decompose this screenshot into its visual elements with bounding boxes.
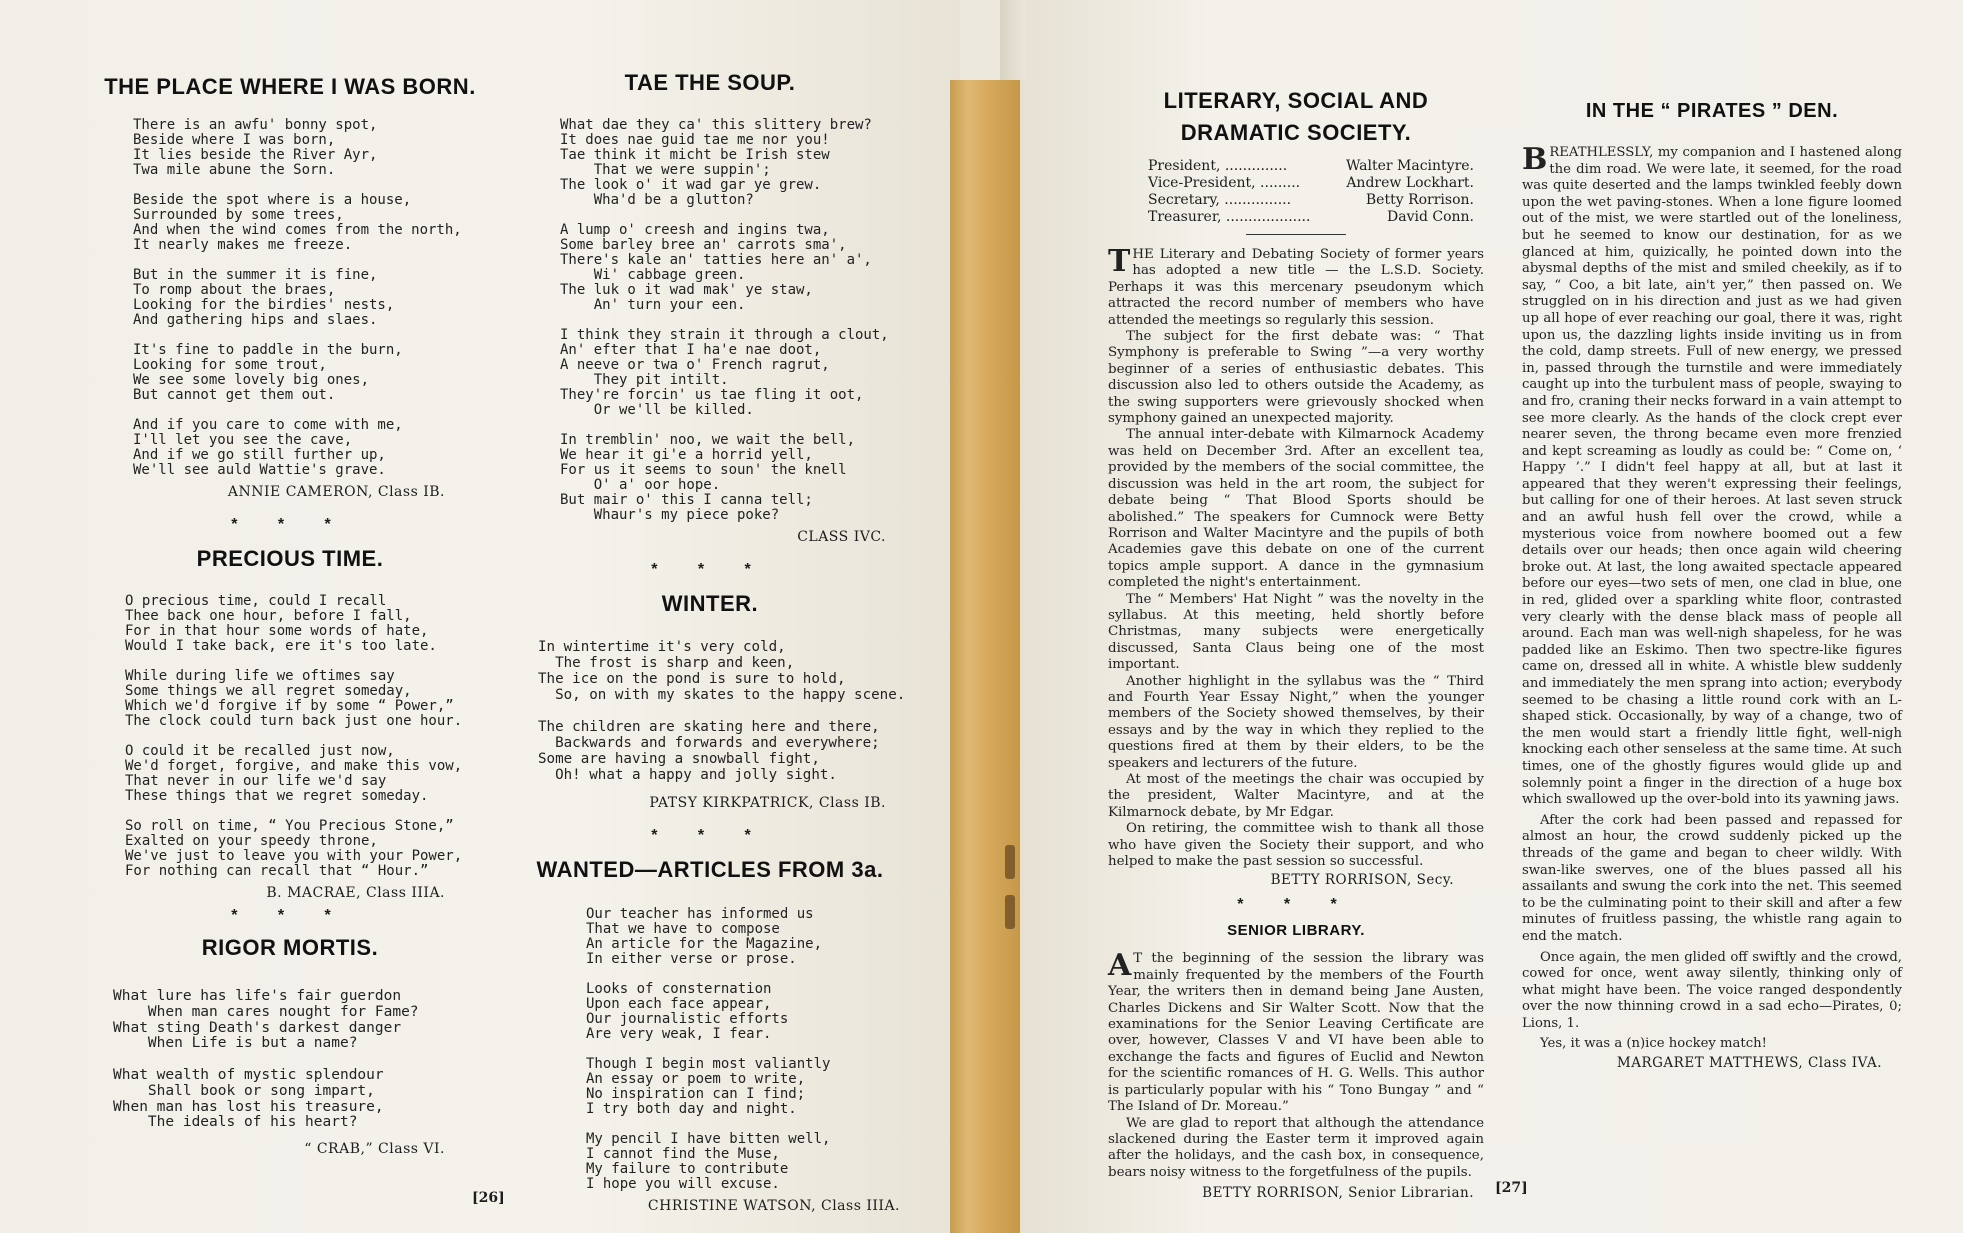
officer-row: Treasurer, ................... David Conn. <box>1148 209 1474 225</box>
poem-author: CHRISTINE WATSON, Class IIIA. <box>647 1198 900 1214</box>
right-column-2 <box>1522 100 1902 1071</box>
staple <box>1005 845 1015 879</box>
spine-gap <box>1000 0 1026 80</box>
officers-list <box>1148 158 1474 226</box>
right-column-1 <box>1108 88 1484 1201</box>
poem-title: TAE THE SOUP. <box>624 70 796 95</box>
section-separator: * * * <box>231 516 349 533</box>
poem-author: ANNIE CAMERON, Class IB. <box>227 484 445 500</box>
poem-title: PRECIOUS TIME. <box>196 546 384 571</box>
drop-cap: A <box>1108 948 1132 984</box>
paragraph: The subject for the first debate was: “ That Symphony is preferable to Swing ”—a very worthy beginner of a series of enthusiastic debates. This discussion also led to others outside the Academy, as the swing supporters were grievously shocked when symphony gained an unexpected majority. <box>1108 329 1484 427</box>
pirates-article <box>1522 142 1902 1053</box>
poem-author: B. MACRAE, Class IIIA. <box>266 885 445 901</box>
paragraph: On retiring, the committee wish to thank all those who have given the Society their support, and who helped to make the past session so successful. <box>1108 821 1484 870</box>
paragraph: Once again, the men glided off swiftly and the crowd, cowed for once, went away silently, thinking only of what might have been. The voice ranged despondently over the now thinning crowd in a sad echo—Pirates, 0; Lions, 1. <box>1522 949 1902 1031</box>
article-author: BETTY RORRISON, Secy. <box>1270 872 1454 889</box>
officer-row: Secretary, ............... Betty Rorrison. <box>1148 192 1474 208</box>
library-article <box>1108 948 1484 1181</box>
page-number: [26] <box>472 1190 505 1206</box>
poem-title: WINTER. <box>661 591 759 616</box>
divider <box>1246 234 1346 235</box>
poem-text: In wintertime it's very cold, The frost is sharp and keen, The ice on the pond is sure to hold, So, on with my skates to the happy scene. The children are skating here and there, Backwards and forwards and everywhere; Some are having a snowball fight, Oh! what a happy and jolly sight. <box>538 639 906 783</box>
section-separator: * * * <box>231 907 349 924</box>
section-separator: * * * <box>651 561 769 578</box>
poem-text: What lure has life's fair guerdon When man cares nought for Fame? What sting Death's darkest danger When Life is but a name? What wealth of mystic splendour Shall book or song impart, When man has lost his treasure, The ideals of his heart? <box>113 988 419 1131</box>
poem-author: CLASS IVC. <box>797 529 886 545</box>
paragraph: The annual inter-debate with Kilmarnock Academy was held on December 3rd. After an excellent tea, provided by the members of the social committee, the discussion was held in the art room, the subject for debate being “ That Blood Sports should be abolished.” The speakers for Cumnock were Betty Rorrison and Walter Macintyre and the pupils of both Academies gave this debate on one of the current topics ample support. A dance in the gymnasium completed the night's entertainment. <box>1108 427 1484 591</box>
poem-title: THE PLACE WHERE I WAS BORN. <box>104 74 476 99</box>
paragraph: The “ Members' Hat Night ” was the novelty in the syllabus. At this meeting, held shortly before Christmas, many subjects were energetically discussed, Santa Claus being one of the most important. <box>1108 591 1484 673</box>
paragraph: REATHLESSLY, my companion and I hastened along the dim road. We were late, it seemed, for the road was quite deserted and the lamps twinkled feebly down upon the wet paving-stones. When a lone figure loomed out of the mist, we were startled out of the loneliness, but he seemed to know our destination, for as we glanced at him, quizically, he pointed down into the abysmal depths of the mist and smiled cheekily, as if to say, “ Coo, a bit late, ain't yer,” then passed on. We struggled on in his direction and just as we had given up all hope of ever reaching our goal, there it was, right upon us, the dazzling lights inside inviting us in from the cold, damp streets. Full of new energy, we pressed in, passed through the turnstile and were immediately caught up into the turbulent mass of people, swaying to and fro, craning their necks forward in a vain attempt to see more clearly. As the hands of the clock crept ever nearer seven, the throng became even more frenzied and kept screaming as loudly as could be: “ Come on, ‘ Happy ’.” I didn't feel happy at all, but at last it appeared that they weren't expressing their feelings, but calling for one of their heroes. At last seven struck and an awful hush fell over the crowd, while a mysterious voice from nowhere boomed out a few details over our heads; then once again wild cheering broke out. At last, the long awaited spectacle appeared before our eyes—two sets of men, one clad in blue, one in red, glided over a sparkling white floor, contrasted very clearly with the dense black mass of people all around. Each man was well-nigh shapeless, for he was padded like an Eskimo. Then two spectre-like figures came on, dressed all in white. A whistle blew suddenly and immediately the men sprang into action; everybody seemed to be chasing a little round cork with an L-shaped stick. Occasionally, by way of a change, two of the men would start a friendly little fight, well-nigh knocking each other senseless at the same time. At such times, one of the ghostly figures would glide up and solemnly point a finger in the direction of a huge box which swallowed up the over-bold into its yawning jaws. <box>1522 145 1902 808</box>
section-title: IN THE “ PIRATES ” DEN. <box>1585 100 1839 122</box>
left-column-1 <box>95 74 485 1157</box>
section-separator: * * * <box>651 827 769 844</box>
paragraph: Yes, it was a (n)ice hockey match! <box>1540 1036 1767 1052</box>
paragraph: T the beginning of the session the library was mainly frequented by the members of the Fourth Year, the writers then in demand being Jane Austen, Charles Dickens and Sir Walter Scott. Now that the examinations for the Senior Leaving Certificate are over, however, Classes V and VI have been able to exchange the facts and figures of Euclid and Newton for the scientific romances of H. G. Wells. This author is particularly popular with his “ Tono Bungay ” and “ The Island of Dr. Moreau.” <box>1108 951 1484 1115</box>
poem-author: PATSY KIRKPATRICK, Class IB. <box>649 795 886 811</box>
article-author: BETTY RORRISON, Senior Librarian. <box>1202 1185 1474 1202</box>
poem-title: WANTED—ARTICLES FROM 3a. <box>536 857 884 882</box>
poem-text: There is an awfu' bonny spot, Beside where I was born, It lies beside the River Ayr, Twa mile abune the Sorn. Beside the spot where is a house, Surrounded by some trees, And when the wind comes from the north, It nearly makes me freeze. But in the summer it is fine, To romp about the braes, Looking for the birdies' nests, And gathering hips and slaes. It's fine to paddle in the burn, Looking for some trout, We see some lovely big ones, But cannot get them out. And if you care to come with me, I'll let you see the cave, And if we go still further up, We'll see auld Wattie's grave. <box>133 117 462 478</box>
drop-cap: T <box>1108 244 1131 279</box>
poem-author: “ CRAB,” Class VI. <box>304 1141 445 1158</box>
section-title: LITERARY, SOCIAL AND <box>1163 88 1429 113</box>
paragraph: At most of the meetings the chair was occupied by the president, Walter Macintyre, and at the Kilmarnock debate, by Mr Edgar. <box>1108 772 1484 820</box>
poem-text: O precious time, could I recall Thee back one hour, before I fall, For in that hour some words of hate, Would I take back, ere it's too late. While during life we oftimes say Some things we all regret someday, Which we'd forgive if by some “ Power,” The clock could turn back just one hour. O could it be recalled just now, We'd forget, forgive, and make this vow, That never in our life we'd say These things that we regret someday. So roll on time, “ You Precious Stone,” Exalted on your speedy throne, We've just to leave you with your Power, For nothing can recall that “ Hour.” <box>125 593 463 879</box>
paragraph: Another highlight in the syllabus was the “ Third and Fourth Year Essay Night,” when the younger members of the Society showed themselves, by their essays and by the way in which they replied to the questions fired at them by their elders, to be the speakers and lecturers of the future. <box>1108 673 1484 771</box>
staple <box>1005 895 1015 929</box>
officer-row: Vice-President, ......... Andrew Lockhart. <box>1148 175 1474 191</box>
section-separator: * * * <box>1237 896 1355 914</box>
section-title: DRAMATIC SOCIETY. <box>1180 120 1412 145</box>
binding-tape <box>950 80 1020 1233</box>
poem-title: RIGOR MORTIS. <box>201 935 379 960</box>
article-author: MARGARET MATTHEWS, Class IVA. <box>1616 1055 1882 1072</box>
poem-text: Our teacher has informed us That we have to compose An article for the Magazine, In either verse or prose. Looks of consternation Upon each face appear, Our journalistic efforts Are very weak, I fear. Though I begin most valiantly An essay or poem to write, No inspiration can I find; I try both day and night. My pencil I have bitten well, I cannot find the Muse, My failure to contribute I hope you will excuse. <box>586 906 831 1192</box>
lsd-article <box>1108 244 1484 870</box>
poem-text: What dae they ca' this slittery brew? It does nae guid tae me nor you! Tae think it micht be Irish stew That we were suppin'; The look o' it wad gar ye grew. Wha'd be a glutton? A lump o' creesh and ingins twa, Some barley bree an' carrots sma', There's kale an' tatties here an' a', Wi' cabbage green. The luk o it wad mak' ye staw, An' turn your een. I think they strain it through a clout, An' efter that I ha'e nae doot, A neeve or twa o' French ragrut, They pit intilt. They're forcin' us tae fling it oot, Or we'll be killed. In tremblin' noo, we wait the bell, We hear it gi'e a horrid yell, For us it seems to soun' the knell O' a' oor hope. But mair o' this I canna tell; Whaur's my piece poke? <box>560 117 889 523</box>
section-title: SENIOR LIBRARY. <box>1227 922 1365 940</box>
paragraph: We are glad to report that although the attendance slackened during the Easter term it improved again after the holidays, and the cash box, in consequence, bears noisy witness to the forgetfulness of the pupils. <box>1108 1115 1484 1180</box>
officer-row: President, .............. Walter Macintyre. <box>1148 158 1474 174</box>
page-number: [27] <box>1495 1180 1528 1196</box>
paragraph: After the cork had been passed and repassed for almost an hour, the crowd suddenly picked up the threads of the game and began to cheer wildly. With swan-like swerves, one of the blues passed all his assailants and swung the cork into the net. This seemed to be the culminating point to their skill and after a few minutes of fruitless passing, the whistle rang again to end the match. <box>1522 812 1902 944</box>
paragraph: HE Literary and Debating Society of former years has adopted a new title — the L.S.D. Society. Perhaps it was this mercenary pseudonym which attracted the record number of members who have attended the meetings so regularly this session. <box>1108 247 1484 328</box>
left-column-2 <box>520 70 906 1214</box>
drop-cap: B <box>1522 142 1548 177</box>
